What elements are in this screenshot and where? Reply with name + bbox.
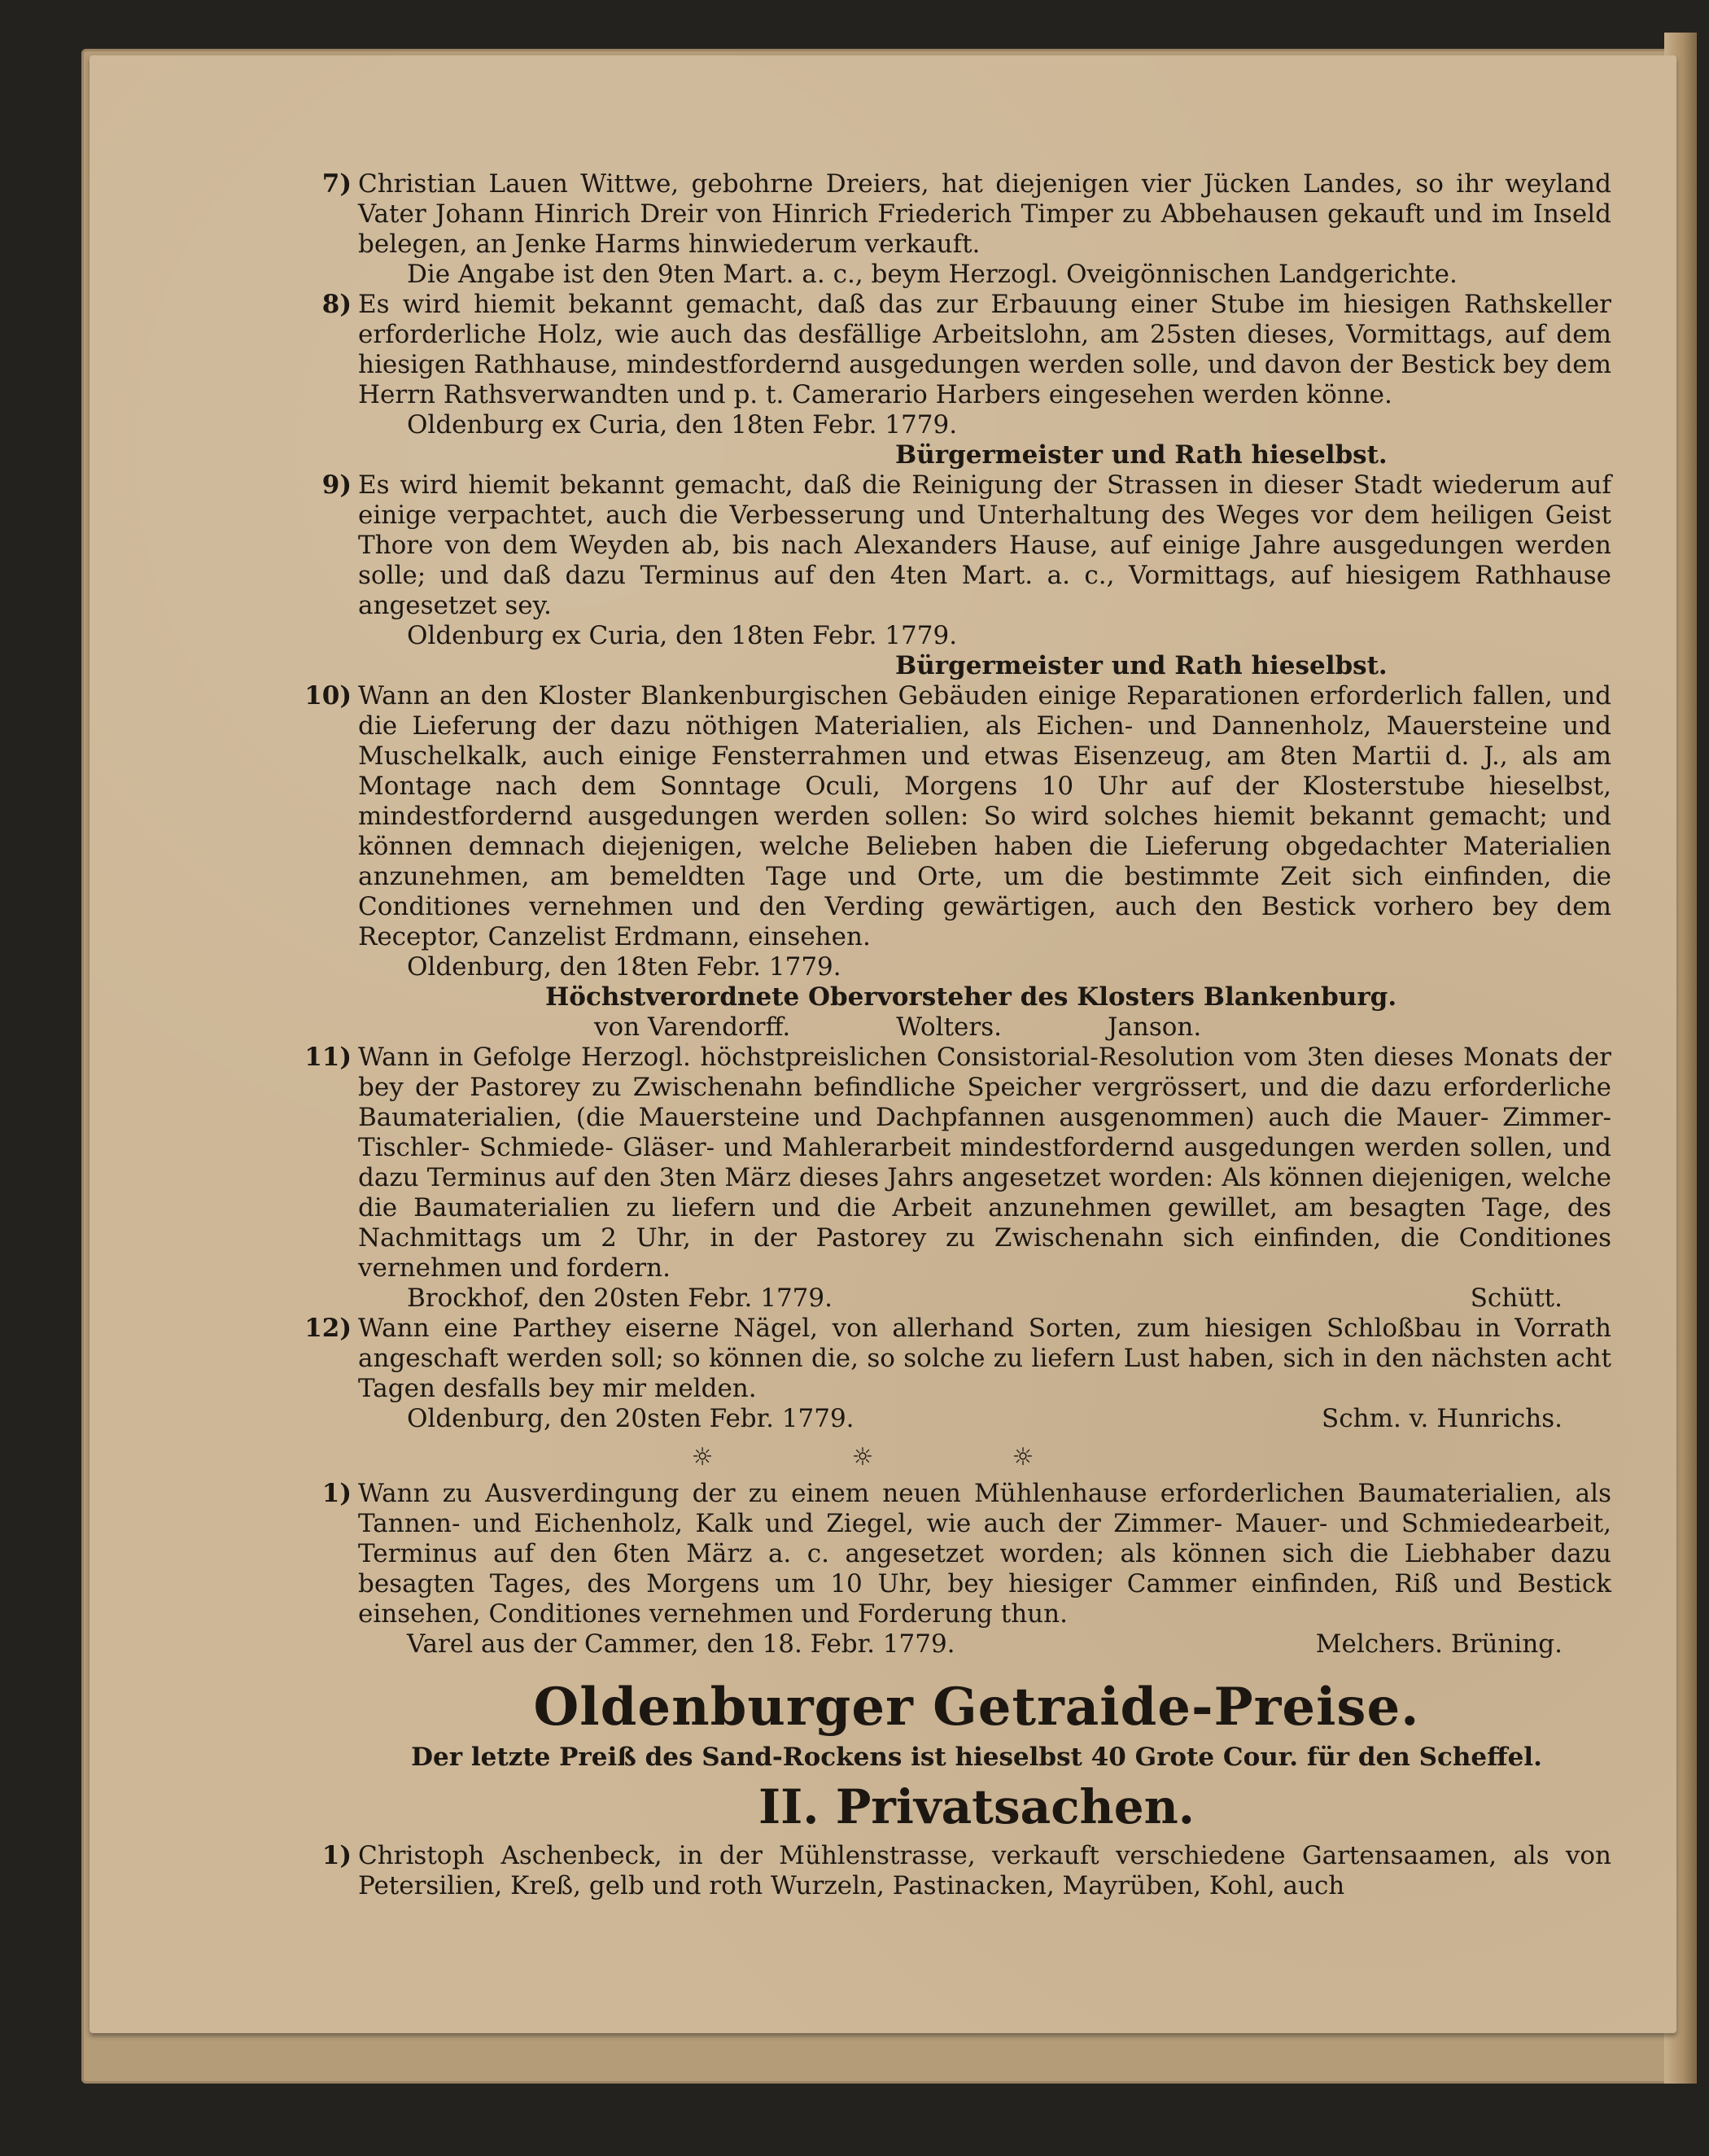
entry-number: 1) — [321, 1841, 352, 1870]
document-text — [304, 169, 1611, 1901]
entry-number: 10) — [304, 681, 352, 711]
entry-number: 7) — [321, 169, 352, 199]
document-page — [90, 55, 1676, 2033]
varel-entry — [321, 1479, 1611, 1660]
entry-9 — [321, 470, 1611, 681]
entry-date: Oldenburg ex Curia, den 18ten Febr. 1779. — [407, 410, 958, 440]
entry-text: Christoph Aschenbeck, in der Mühlenstrasse, verkauft verschiedene Gartensaamen, als von Petersilien, Kreß, gelb und roth Wurzeln, Pastinacken, Mayrüben, Kohl, auch — [358, 1841, 1611, 1900]
entry-signature: Schm. v. Hunrichs. — [1322, 1404, 1563, 1433]
entry-signatory-names — [358, 1012, 1611, 1043]
entry-number: 8) — [321, 290, 352, 319]
entry-date: Varel aus der Cammer, den 18. Febr. 1779. — [407, 1629, 955, 1659]
entry-date: Brockhof, den 20sten Febr. 1779. — [407, 1284, 833, 1313]
entry-signature: Schütt. — [1470, 1284, 1563, 1313]
entry-date-signature — [358, 1629, 1611, 1660]
entry-text: Es wird hiemit bekannt gemacht, daß die Reinigung der Strassen in dieser Stadt wiederum auf einige verpachtet, auch die Verbesserung und Unterhaltung des Weges vor dem heiligen Geist Thore von dem Weyden ab, bis nach Alexanders Hause, auf einige Jahre ausgedungen werden solle; und daß dazu Terminus auf den 4ten Mart. a. c., Vormittags, auf hiesigem Rathhause angesetzet sey. — [358, 470, 1611, 620]
prices-text: Der letzte Preiß des Sand-Rockens ist hieselbst 40 Grote Cour. für den Scheffel. — [411, 1743, 1542, 1772]
entry-date: Oldenburg, den 18ten Febr. 1779. — [407, 952, 841, 982]
entry-text: Wann an den Kloster Blankenburgischen Gebäuden einige Reparationen erforderlich fallen, und die Lieferung der dazu nöthigen Materialien, als Eichen- und Dannenholz, Mauersteine und Muschelkalk, auch einige Fensterrahmen und etwas Eisenzeug, am 8ten Martii d. J., als am Montage nach dem Sonntage Oculi, Morgens 10 Uhr auf der Klosterstube hieselbst, mindestfordernd ausgedungen werden sollen: So wird solches hiemit bekannt gemacht; und können demnach diejenigen, welche Belieben haben die Lieferung obgedachter Materialien anzunehmen, am bemeldten Tage und Orte, um die bestimmte Zeit sich einfinden, die Conditiones vernehmen und den Verding gewärtigen, auch den Bestick vorhero bey dem Receptor, Canzelist Erdmann, einsehen. — [358, 681, 1611, 951]
sun-ornament-icon: ☼ — [851, 1443, 874, 1472]
entry-text: Wann zu Ausverdingung der zu einem neuen Mühlenhause erforderlichen Baumaterialien, als Tannen- und Eichenholz, Kalk und Ziegel, wie auch der Zimmer- Mauer- und Schmiedearbeit, Terminus auf den 6ten März a. c. angesetzet worden; als können sich die Liebhaber dazu besagten Tages, des Morgens um 10 Uhr, bey hiesiger Cammer einfinden, Riß und Bestick einsehen, Conditiones vernehmen und Forderung thun. — [358, 1479, 1611, 1629]
entry-10 — [304, 681, 1611, 1043]
entry-date: Oldenburg ex Curia, den 18ten Febr. 1779. — [407, 621, 958, 650]
entry-text: Wann in Gefolge Herzogl. höchstpreislichen Consistorial-Resolution vom 3ten dieses Monats der bey der Pastorey zu Zwischenahn befindliche Speicher vergrössert, und die dazu erforderliche Baumaterialien, (die Mauersteine und Dachpfannen ausgenommen) auch die Mauer- Zimmer- Tischler- Schmiede- Gläser- und Mahlerarbeit mindestfordernd ausgedungen werden sollen, und dazu Terminus auf den 3ten März dieses Jahrs angesetzet worden: Als können diejenigen, welche die Baumaterialien zu liefern und die Arbeit anzunehmen gewillet, am besagten Tage, des Nachmittags um 2 Uhr, in der Pastorey zu Zwischenahn sich einfinden, die Conditiones vernehmen und fordern. — [358, 1043, 1611, 1283]
entry-date-signature — [358, 1284, 1611, 1314]
entry-note: Die Angabe ist den 9ten Mart. a. c., beym Herzogl. Oveigönnischen Landgerichte. — [407, 260, 1458, 289]
entry-text: Es wird hiemit bekannt gemacht, daß das zur Erbauung einer Stube im hiesigen Rathskeller erforderliche Holz, wie auch das desfällige Arbeitslohn, am 25sten dieses, Vormittags, auf dem hiesigen Rathhause, mindestfordernd ausgedungen werden solle, und davon der Bestick bey dem Herrn Rathsverwandten und p. t. Camerario Harbers eingesehen werden könne. — [358, 290, 1611, 409]
entry-number: 9) — [321, 470, 352, 500]
private-entry-1 — [321, 1841, 1611, 1901]
entry-text: Wann eine Parthey eiserne Nägel, von allerhand Sorten, zum hiesigen Schloßbau in Vorrath angeschaft werden soll; so können die, so solche zu liefern Lust haben, sich in den nächsten acht Tagen desfalls bey mir melden. — [358, 1314, 1611, 1403]
entry-number: 11) — [304, 1043, 352, 1072]
signatory-name: Janson. — [1107, 1012, 1202, 1042]
entry-signature: Bürgermeister und Rath hieselbst. — [895, 651, 1388, 680]
entry-signature: Melchers. Brüning. — [1315, 1629, 1563, 1659]
entry-11 — [304, 1043, 1611, 1314]
entry-signature: Höchstverordnete Obervorsteher des Klosters Blankenburg. — [545, 982, 1397, 1012]
signatory-name: von Varendorff. — [594, 1012, 791, 1042]
prices-heading: Oldenburger Getraide-Preise. — [533, 1677, 1420, 1738]
entry-signature: Bürgermeister und Rath hieselbst. — [895, 440, 1388, 470]
section-heading: II. Privatsachen. — [758, 1779, 1195, 1835]
entry-7 — [321, 169, 1611, 290]
sun-ornament-icon: ☼ — [1012, 1443, 1034, 1472]
entry-date: Oldenburg, den 20sten Febr. 1779. — [407, 1404, 854, 1433]
entry-12 — [304, 1314, 1611, 1434]
entry-number: 12) — [304, 1314, 352, 1343]
entry-text: Christian Lauen Wittwe, gebohrne Dreiers, hat diejenigen vier Jücken Landes, so ihr weyland Vater Johann Hinrich Dreir von Hinrich Friederich Timper zu Abbehausen gekauft und im Inseld belegen, an Jenke Harms hinwiederum verkauft. — [358, 169, 1611, 259]
signatory-name: Wolters. — [896, 1012, 1002, 1042]
entry-date-signature — [358, 1404, 1611, 1434]
ornament-separator — [358, 1442, 1611, 1472]
entry-8 — [321, 290, 1611, 470]
sun-ornament-icon: ☼ — [691, 1443, 714, 1472]
entry-number: 1) — [321, 1479, 352, 1508]
